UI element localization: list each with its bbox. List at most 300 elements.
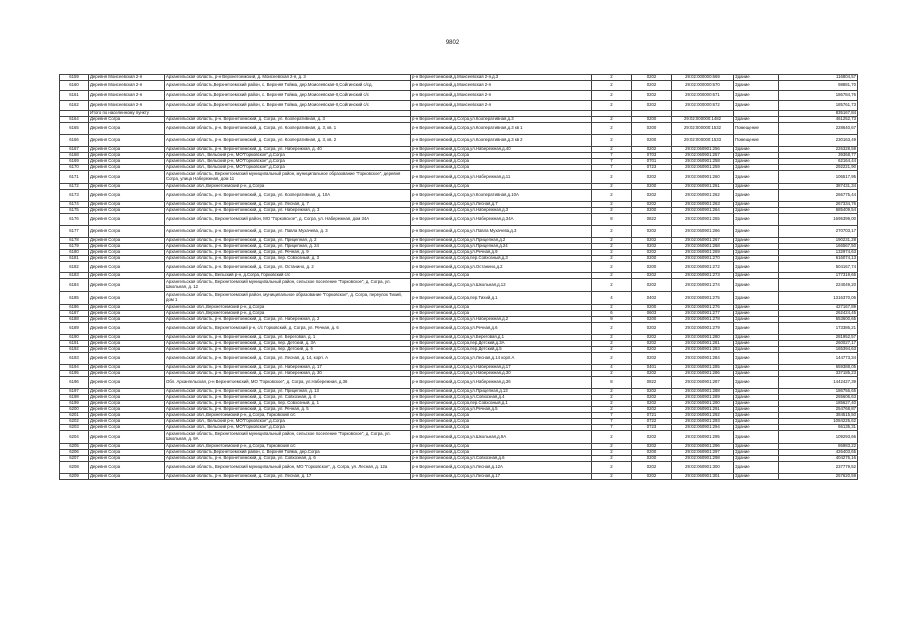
cadastral-number-cell: 29:02:060901:265: [672, 214, 734, 226]
cadastral-number-cell: 29:02:060901:263: [672, 202, 734, 208]
cadastral-number-cell: 29:02:060901:293: [672, 419, 734, 425]
district-code-cell: 0200: [632, 208, 672, 214]
object-type-cell: Помещение: [734, 123, 779, 135]
settlement-name-cell: Деревня Согра: [89, 256, 165, 262]
code-cell: 7: [592, 413, 632, 419]
cadastral-number-cell: 29:02:060901:260: [672, 171, 734, 184]
district-code-cell: 0822: [632, 377, 672, 389]
code-cell: 8: [592, 377, 632, 389]
row-number-cell: 6182: [60, 262, 89, 273]
cadastral-value-cell: 265606,63: [779, 395, 858, 401]
object-type-cell: Здание: [734, 226, 779, 238]
row-number-cell: 6199: [60, 401, 89, 407]
cadastral-number-cell: 29:02:060901:294: [672, 425, 734, 431]
object-type-cell: Здание: [734, 165, 779, 171]
address-cell: Архангельская область, р-н. Верхнетоемский, д. Согра, ул. Набережная, д. 3: [165, 208, 411, 214]
table-row: [60, 153, 858, 159]
settlement-name-cell: Деревня Согра: [89, 244, 165, 250]
district-code-cell: 0202: [632, 101, 672, 111]
address-cell: Архангельская область, р-н. Верхнетоемский, д. Согра, ул. Набережная, д. 40: [165, 147, 411, 153]
cadastral-number-cell: 29:02:060901:268: [672, 244, 734, 250]
address-cell: Архангельская область, р-н. Верхнетоемский, д. Согра, ул. Речная, д. 5: [165, 407, 411, 413]
cadastral-number-cell: 29:02:000000:1533: [672, 135, 734, 147]
code-cell: 2: [592, 262, 632, 273]
cadastral-value-cell: 262424,45: [779, 311, 858, 317]
short-address-cell: р-н Верхнетоемский,д.Согра,ул.Кооперативная,д.3: [411, 117, 592, 123]
settlement-name-cell: Деревня Согра: [89, 353, 165, 365]
row-number-cell: 6172: [60, 184, 89, 190]
object-type-cell: Здание: [734, 208, 779, 214]
settlement-name-cell: Деревня Согра: [89, 462, 165, 474]
code-cell: 2: [592, 101, 632, 111]
table-row: [60, 474, 858, 480]
code-cell: 2: [592, 250, 632, 256]
settlement-name-cell: Деревня Согра: [89, 347, 165, 353]
cadastral-value-cell: 266775,44: [779, 190, 858, 202]
address-cell: Архангельская область, Верхнетоемский муниципальный район, сельское поселение "Горковское", д. Согра, ул. Школьная, д. 12: [165, 279, 411, 292]
short-address-cell: р-н Верхнетоемский,д.Согра,пер.Совхозный,д.1: [411, 401, 592, 407]
cadastral-value-cell: 426403,65: [779, 450, 858, 456]
row-number-cell: 6209: [60, 474, 89, 480]
address-cell: Обл. Архангельская, р-н Верхнетоемский, МО "Горковское", д. Согра, ул.Набережная, д.36: [165, 377, 411, 389]
cadastral-number-cell: 29:02:000000:672: [672, 101, 734, 111]
district-code-cell: 0202: [632, 81, 672, 91]
table-row: [60, 456, 858, 462]
address-cell: Архангельская область, Верхнетоемский район, муниципальное образование "Горковское", д. Согра, переулок Тихий, дом 1: [165, 292, 411, 305]
object-type-cell: Здание: [734, 395, 779, 401]
cadastral-number-cell: 29:02:060901:277: [672, 311, 734, 317]
row-number-cell: 6205: [60, 444, 89, 450]
settlement-name-cell: Деревня Согра: [89, 341, 165, 347]
short-address-cell: р-н Верхнетоемский,д.Согра,ул.Школьная,д.9А: [411, 431, 592, 444]
code-cell: 2: [592, 371, 632, 377]
address-cell: Архангельская область, р-н. Верхнетоемский, д. Согра, ул. Кооперативная, д. 3: [165, 117, 411, 123]
code-cell: 7: [592, 159, 632, 165]
code-cell: 2: [592, 305, 632, 311]
object-type-cell: Здание: [734, 389, 779, 395]
cadastral-number-cell: 29:02:060901:285: [672, 365, 734, 371]
object-type-cell: Здание: [734, 202, 779, 208]
table-row: [60, 147, 858, 153]
row-number-cell: 6167: [60, 147, 89, 153]
settlement-name-cell: Деревня Моисеевская 2-я: [89, 81, 165, 91]
table-row: [60, 123, 858, 135]
district-code-cell: 0202: [632, 226, 672, 238]
settlement-name-cell: Деревня Согра: [89, 431, 165, 444]
cadastral-number-cell: 29:02:060901:283: [672, 347, 734, 353]
row-number-cell: 6180: [60, 250, 89, 256]
table-row: [60, 377, 858, 389]
district-code-cell: 0202: [632, 190, 672, 202]
object-type-cell: Здание: [734, 101, 779, 111]
code-cell: 2: [592, 244, 632, 250]
district-code-cell: 0822: [632, 214, 672, 226]
code-cell: 2: [592, 474, 632, 480]
table-row: [60, 353, 858, 365]
code-cell: 2: [592, 273, 632, 279]
cadastral-number-cell: 29:02:060901:259: [672, 165, 734, 171]
cadastral-number-cell: 29:02:060901:264: [672, 208, 734, 214]
object-type-cell: Здание: [734, 256, 779, 262]
table-row: [60, 444, 858, 450]
cadastral-number-cell: 29:02:060901:267: [672, 238, 734, 244]
code-cell: 2: [592, 226, 632, 238]
cadastral-value-cell: 404276,16: [779, 456, 858, 462]
object-type-cell: Здание: [734, 474, 779, 480]
row-number-cell: 6192: [60, 347, 89, 353]
cadastral-number-cell: 29:02:060901:292: [672, 413, 734, 419]
district-code-cell: 0200: [632, 456, 672, 462]
table-row: [60, 431, 858, 444]
table-row: [60, 81, 858, 91]
code-cell: 2: [592, 462, 632, 474]
settlement-name-cell: Деревня Согра: [89, 413, 165, 419]
address-cell: Архангельская область, р-н. Верхнетоемский, д. Согра, ул. Павла Мухачева, д. 3: [165, 226, 411, 238]
settlement-name-cell: Деревня Согра: [89, 335, 165, 341]
district-code-cell: 0202: [632, 75, 672, 81]
row-number-cell: 6191: [60, 341, 89, 347]
cadastral-number-cell: 29:02:060901:273: [672, 273, 734, 279]
address-cell: Архангельская область, р-н. Верхнетоемский, д. Согра, ул. Лесная, д. 7: [165, 202, 411, 208]
table-row: [60, 91, 858, 101]
object-type-cell: Здание: [734, 413, 779, 419]
row-number-cell: 6175: [60, 208, 89, 214]
short-address-cell: р-н Верхнетоемский,д.Согра: [411, 184, 592, 190]
object-type-cell: Здание: [734, 456, 779, 462]
code-cell: 2: [592, 335, 632, 341]
cadastral-value-cell: 267334,76: [779, 202, 858, 208]
address-cell: Архангельская область, р-н. Верхнетоемский, д. Согра, пер. Детский, д. 3А: [165, 341, 411, 347]
code-cell: 2: [592, 117, 632, 123]
short-address-cell: р-н Верхнетоемский,д.Согра,ул.Лесная,д.12А: [411, 462, 592, 474]
cadastral-number-cell: 29:02:060901:301: [672, 474, 734, 480]
district-code-cell: 0200: [632, 135, 672, 147]
short-address-cell: р-н Верхнетоемский,д.Согра,ул.Береговая,д.1: [411, 335, 592, 341]
address-cell: Архангельская обл., Вельский р-н, МО"Горковское",д.Согра: [165, 153, 411, 159]
short-address-cell: р-н Верхнетоемский,д.Согра,ул.Набережная,д.34А: [411, 214, 592, 226]
settlement-name-cell: Деревня Согра: [89, 184, 165, 190]
district-code-cell: 0202: [632, 244, 672, 250]
district-code-cell: 0722: [632, 419, 672, 425]
settlement-name-cell: Деревня Согра: [89, 279, 165, 292]
table-row: [60, 413, 858, 419]
table-row: [60, 165, 858, 171]
table-row: [60, 202, 858, 208]
address-cell: Архангельская область,Верхнетоемский район, с. Верхняя Тойма, дер.Моисеевская-II,Сойгинский с/с: [165, 101, 411, 111]
settlement-name-cell: Деревня Согра: [89, 444, 165, 450]
cadastral-value-cell: 461252,73: [779, 117, 858, 123]
cadastral-number-cell: 29:02:060901:272: [672, 262, 734, 273]
short-address-cell: р-н Верхнетоемский,д.Согра,ул.Набережная,д.11: [411, 171, 592, 184]
row-number-cell: 6159: [60, 75, 89, 81]
row-number-cell: 6198: [60, 395, 89, 401]
short-address-cell: р-н Верхнетоемский,д.Согра,ул.Речная,д.6: [411, 323, 592, 335]
code-cell: 9: [592, 317, 632, 323]
table-row: [60, 371, 858, 377]
cadastral-value-cell: 1316370,06: [779, 292, 858, 305]
cadastral-value-cell: 98881,70: [779, 81, 858, 91]
cadastral-value-cell: 165394,63: [779, 347, 858, 353]
row-number-cell: 6201: [60, 413, 89, 419]
object-type-cell: Здание: [734, 273, 779, 279]
property-register-table: [59, 74, 858, 480]
cadastral-value-cell: 86983,22: [779, 444, 858, 450]
short-address-cell: р-н Верхнетоемский,д.Согра: [411, 159, 592, 165]
cadastral-number-cell: 29:02:000000:1482: [672, 117, 734, 123]
district-code-cell: 0202: [632, 371, 672, 377]
short-address-cell: р-н Верхнетоемский,д.Моисеевская 2-я: [411, 91, 592, 101]
code-cell: 2: [592, 202, 632, 208]
address-cell: Архангельская обл., Вельский р-н, МО"Горковское",д.Согра: [165, 425, 411, 431]
row-number-cell: 6184: [60, 279, 89, 292]
short-address-cell: р-н Верхнетоемский,д.Согра,ул.Прицепная,д.2: [411, 238, 592, 244]
object-type-cell: Здание: [734, 317, 779, 323]
code-cell: 2: [592, 341, 632, 347]
cadastral-value-cell: 616074,13: [779, 256, 858, 262]
address-cell: Архангельская область,Верхнетоемский район, с. Верхняя Тойма, дер.Моисеевская-II,Сойгинский с/сд.: [165, 81, 411, 91]
page-number: 9802: [445, 40, 460, 46]
code-cell: 2: [592, 456, 632, 462]
row-number-cell: 6197: [60, 389, 89, 395]
table-row: [60, 425, 858, 431]
code-cell: 2: [592, 190, 632, 202]
cadastral-number-cell: 29:02:060901:281: [672, 341, 734, 347]
cadastral-value-cell: 144773,34: [779, 353, 858, 365]
code-cell: 2: [592, 147, 632, 153]
district-code-cell: 0202: [632, 407, 672, 413]
code-cell: 2: [592, 171, 632, 184]
short-address-cell: р-н Верхнетоемский,д.Моисеевская 2-я: [411, 81, 592, 91]
object-type-cell: Здание: [734, 75, 779, 81]
cadastral-number-cell: 29:02:060901:290: [672, 401, 734, 407]
settlement-name-cell: Деревня Согра: [89, 425, 165, 431]
settlement-name-cell: Деревня Согра: [89, 153, 165, 159]
cadastral-value-cell: 185761,73: [779, 101, 858, 111]
cadastral-number-cell: 29:02:060901:296: [672, 444, 734, 450]
table-row: [60, 159, 858, 165]
settlement-name-cell: Деревня Согра: [89, 474, 165, 480]
settlement-name-cell: Деревня Согра: [89, 407, 165, 413]
cadastral-number-cell: 29:02:060901:280: [672, 335, 734, 341]
short-address-cell: р-н Верхнетоемский,д.Согра: [411, 165, 592, 171]
row-number-cell: 6171: [60, 171, 89, 184]
district-code-cell: 0202: [632, 273, 672, 279]
object-type-cell: Здание: [734, 81, 779, 91]
district-code-cell: 0202: [632, 353, 672, 365]
code-cell: 4: [592, 365, 632, 371]
code-cell: 7: [592, 425, 632, 431]
table-row: [60, 171, 858, 184]
code-cell: 2: [592, 81, 632, 91]
table-row: [60, 214, 858, 226]
cadastral-value-cell: 384515,50: [779, 413, 858, 419]
cadastral-value-cell: 237779,52: [779, 462, 858, 474]
short-address-cell: р-н Верхнетоемский,д.Согра,ул.Набережная,д.17: [411, 365, 592, 371]
cadastral-number-cell: 29:02:060901:275: [672, 292, 734, 305]
district-code-cell: 0200: [632, 262, 672, 273]
district-code-cell: 0202: [632, 238, 672, 244]
cadastral-number-cell: 29:02:060901:297: [672, 450, 734, 456]
short-address-cell: р-н Верхнетоемский,д.Согра: [411, 419, 592, 425]
code-cell: 2: [592, 91, 632, 101]
code-cell: 2: [592, 279, 632, 292]
code-cell: 2: [592, 401, 632, 407]
object-type-cell: Здание: [734, 184, 779, 190]
short-address-cell: р-н Верхнетоемский,д.Согра,ул.Речная,д.5: [411, 407, 592, 413]
object-type-cell: Здание: [734, 279, 779, 292]
cadastral-number-cell: 29:02:060901:266: [672, 226, 734, 238]
cadastral-number-cell: 29:02:060901:300: [672, 462, 734, 474]
district-code-cell: 0202: [632, 347, 672, 353]
table-body: [60, 75, 858, 480]
address-cell: Архангельская обл.,Верхнетоемский р-н, д.Согра: [165, 184, 411, 190]
address-cell: Архангельская область, р-н. Верхнетоемский, д. Согра, ул. Кооперативная, д. 3, кв. 2: [165, 135, 411, 147]
cadastral-number-cell: 29:02:060901:269: [672, 250, 734, 256]
address-cell: Архангельская область, р-н. Верхнетоемский, д. Согра, ул. Лесная, д. 14, корп. А: [165, 353, 411, 365]
short-address-cell: р-н Верхнетоемский,д.Согра,пер.Детский,д.5: [411, 347, 592, 353]
short-address-cell: р-н Верхнетоемский,д.Согра,ул.Лесная,д.14 корп.А: [411, 353, 592, 365]
table-row: [60, 419, 858, 425]
district-code-cell: 0701: [632, 159, 672, 165]
cadastral-value-cell: 190231,28: [779, 238, 858, 244]
object-type-cell: Здание: [734, 190, 779, 202]
code-cell: 2: [592, 347, 632, 353]
settlement-name-cell: Деревня Согра: [89, 456, 165, 462]
table-row: [60, 279, 858, 292]
code-cell: 2: [592, 208, 632, 214]
object-type-cell: Здание: [734, 147, 779, 153]
district-code-cell: 0202: [632, 431, 672, 444]
district-code-cell: 0202: [632, 389, 672, 395]
table-row: [60, 244, 858, 250]
table-row: [60, 317, 858, 323]
object-type-cell: Здание: [734, 159, 779, 165]
cadastral-value-cell: 106517,95: [779, 171, 858, 184]
cadastral-value-cell: 427167,89: [779, 305, 858, 311]
settlement-name-cell: Деревня Согра: [89, 377, 165, 389]
address-cell: Архангельская обл., Вельский р-н, МО"Горковское",д.Согра: [165, 165, 411, 171]
row-number-cell: 6173: [60, 190, 89, 202]
cadastral-value-cell: 230163,49: [779, 135, 858, 147]
total-value-cell: 835167,84: [779, 111, 858, 117]
table-row: [60, 395, 858, 401]
cadastral-number-cell: 29:02:060901:279: [672, 323, 734, 335]
cadastral-value-cell: 504167,74: [779, 262, 858, 273]
address-cell: Архангельская область, р-н. Верхнетоемский, д. Согра, ул. Набережная, д. 2: [165, 317, 411, 323]
address-cell: Архангельская область, р-н. Верхнетоемский, д. Согра, ул. Кооперативная, д. 10А: [165, 190, 411, 202]
row-number-cell: 6193: [60, 353, 89, 365]
address-cell: Архангельская область,Верхнетоемский район, с. Верхняя Тойма, дер.Моисеевская-II,Сойгинский с/с: [165, 91, 411, 101]
row-number-cell: 6196: [60, 377, 89, 389]
table-row: [60, 323, 858, 335]
row-number-cell: 6161: [60, 91, 89, 101]
object-type-cell: Помещение: [734, 135, 779, 147]
short-address-cell: р-н Верхнетоемский,д.Согра,ул.Останино,д.2: [411, 262, 592, 273]
address-cell: Архангельская область, р-н. Верхнетоемский, д. Согра, ул. Прицепная, д. 13: [165, 389, 411, 395]
short-address-cell: р-н Верхнетоемский,д.Согра: [411, 311, 592, 317]
district-code-cell: 0402: [632, 292, 672, 305]
district-code-cell: 0202: [632, 341, 672, 347]
object-type-cell: Здание: [734, 323, 779, 335]
object-type-cell: Здание: [734, 353, 779, 365]
address-cell: Архангельская область, р-н. Верхнетоемский, д. Согра, ул. Прицепная, д. 2: [165, 238, 411, 244]
row-number-cell: 6188: [60, 317, 89, 323]
cadastral-value-cell: 66135,31: [779, 425, 858, 431]
address-cell: Архангельская область, р-н. Верхнетоемский, д. Согра, ул. Прицепная, д. 24: [165, 244, 411, 250]
row-number-cell: 6207: [60, 456, 89, 462]
short-address-cell: р-н Верхнетоемский,д.Согра,ул.Прицепная,д.24: [411, 244, 592, 250]
table-row: [60, 238, 858, 244]
code-cell: 6: [592, 311, 632, 317]
row-number-cell: 6189: [60, 323, 89, 335]
row-number-cell: 6174: [60, 202, 89, 208]
short-address-cell: р-н Верхнетоемский,д.Согра: [411, 153, 592, 159]
short-address-cell: р-н Верхнетоемский,д.Согра: [411, 273, 592, 279]
address-cell: Архангельская область, р-н. Верхнетоемский, д. Согра, ул. Совхозная, д. 4: [165, 395, 411, 401]
cadastral-value-cell: 292221,90: [779, 165, 858, 171]
cadastral-number-cell: 29:02:060901:291: [672, 407, 734, 413]
table-row: [60, 262, 858, 273]
object-type-cell: Здание: [734, 214, 779, 226]
code-cell: 2: [592, 238, 632, 244]
settlement-name-cell: Деревня Согра: [89, 190, 165, 202]
object-type-cell: Здание: [734, 335, 779, 341]
short-address-cell: р-н Верхнетоемский,д.Согра,ул.Совхозная,д.4: [411, 395, 592, 401]
code-cell: 2: [592, 431, 632, 444]
object-type-cell: Здание: [734, 244, 779, 250]
district-code-cell: 0202: [632, 91, 672, 101]
address-cell: Архангельская область, р-н. Верхнетоемский, д. Согра, пер. Детский, д. 5: [165, 347, 411, 353]
settlement-name-cell: Деревня Согра: [89, 311, 165, 317]
settlement-name-cell: Деревня Согра: [89, 238, 165, 244]
cadastral-number-cell: 29:02:060901:261: [672, 184, 734, 190]
row-number-cell: 6165: [60, 123, 89, 135]
settlement-name-cell: Деревня Согра: [89, 159, 165, 165]
cadastral-value-cell: 185627,40: [779, 401, 858, 407]
code-cell: 7: [592, 419, 632, 425]
address-cell: Архангельская обл.,Верхнетоемский р-н, д.Согра: [165, 305, 411, 311]
settlement-name-cell: Деревня Моисеевская 2-я: [89, 101, 165, 111]
table-row: [60, 226, 858, 238]
cadastral-value-cell: 173386,21: [779, 323, 858, 335]
district-code-cell: 0202: [632, 147, 672, 153]
address-cell: Архангельская область, Вельский р-н, д.Согра, Горковский с/с: [165, 273, 411, 279]
settlement-name-cell: Деревня Согра: [89, 450, 165, 456]
address-cell: Архангельская область, р-н Верхнетоемский, д. Моисеевская 2-я, д. 3: [165, 75, 411, 81]
district-code-cell: 0202: [632, 171, 672, 184]
object-type-cell: Здание: [734, 444, 779, 450]
table-row: [60, 75, 858, 81]
row-number-cell: 6195: [60, 371, 89, 377]
settlement-name-cell: Деревня Согра: [89, 226, 165, 238]
row-number-cell: 6160: [60, 81, 89, 91]
district-code-cell: 0202: [632, 202, 672, 208]
row-number-cell: 6168: [60, 153, 89, 159]
district-code-cell: 0200: [632, 450, 672, 456]
district-code-cell: 0202: [632, 401, 672, 407]
code-cell: 2: [592, 184, 632, 190]
district-code-cell: 0200: [632, 184, 672, 190]
object-type-cell: Здание: [734, 450, 779, 456]
short-address-cell: р-н Верхнетоемский,д.Согра,пер.Совхозный,д.3: [411, 256, 592, 262]
code-cell: 4: [592, 292, 632, 305]
cadastral-value-cell: 1084225,62: [779, 419, 858, 425]
settlement-name-cell: Деревня Согра: [89, 214, 165, 226]
settlement-name-cell: Деревня Согра: [89, 371, 165, 377]
district-code-cell: 0202: [632, 335, 672, 341]
code-cell: 2: [592, 395, 632, 401]
settlement-name-cell: Деревня Согра: [89, 117, 165, 123]
